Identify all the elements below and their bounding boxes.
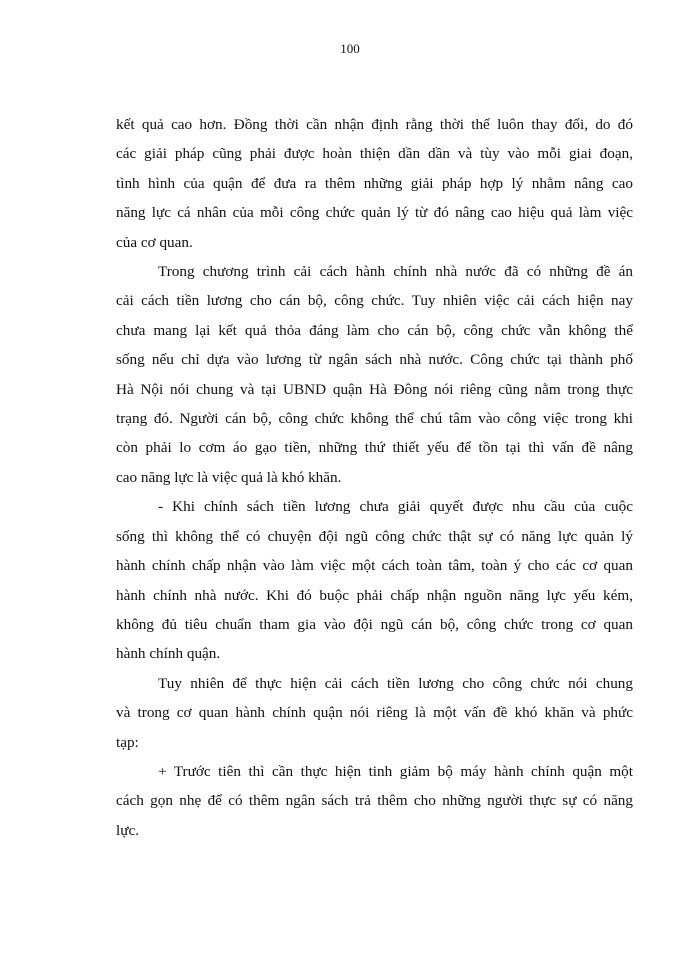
text-line: không đủ tiêu chuẩn tham gia vào đội ngũ cán bộ, công chức trong cơ quan: [116, 615, 633, 633]
text-line: Tuy nhiên để thực hiện cải cách tiền lương cho công chức nói chung: [158, 674, 633, 692]
text-line: cách gọn nhẹ để có thêm ngân sách trả thêm cho những người thực sự có năng: [116, 792, 633, 810]
text-line: cải cách tiền lương cho cán bộ, công chức. Tuy nhiên việc cải cách hiện nay: [116, 292, 633, 310]
paragraph: [116, 492, 633, 668]
text-line: các giải pháp cũng phải được hoàn thiện dần dần và tùy vào mỗi giai đoạn,: [116, 145, 633, 163]
text-line: + Trước tiên thì cần thực hiện tinh giảm bộ máy hành chính quận một: [158, 762, 633, 780]
text-line: hành chính nhà nước. Khi đó buộc phải chấp nhận nguồn năng lực yếu kém,: [116, 586, 633, 604]
text-line: sống thì không thể có chuyện đội ngũ công chức thật sự có năng lực quản lý: [116, 527, 633, 545]
text-line: cao năng lực là việc quả là khó khăn.: [116, 468, 342, 486]
paragraph: [116, 669, 633, 757]
text-line: năng lực cá nhân của mỗi công chức quản lý từ đó nâng cao hiệu quả làm việc: [116, 204, 633, 222]
text-line: lực.: [116, 821, 139, 839]
text-line: chưa mang lại kết quả thỏa đáng làm cho cán bộ, công chức vẫn không thể: [116, 321, 633, 339]
text-line: trạng đó. Người cán bộ, công chức không thể chú tâm vào công việc trong khi: [116, 410, 633, 428]
text-line: hành chính chấp nhận vào làm việc một cách toàn tâm, toàn ý cho các cơ quan: [116, 557, 633, 575]
text-line: sống nếu chỉ dựa vào lương từ ngân sách nhà nước. Công chức tại thành phố: [116, 351, 633, 369]
text-line: tình hình của quận để đưa ra thêm những giải pháp hợp lý nhằm nâng cao: [116, 174, 633, 192]
text-line: của cơ quan.: [116, 233, 193, 251]
text-line: còn phải lo cơm áo gạo tiền, những thứ thiết yếu để tồn tại thì vấn đề nâng: [116, 439, 633, 457]
text-line: và trong cơ quan hành chính quận nói riêng là một vấn đề khó khăn và phức: [116, 704, 633, 722]
paragraph: [116, 257, 633, 492]
text-line: Hà Nội nói chung và tại UBND quận Hà Đông nói riêng cũng nằm trong thực: [116, 380, 633, 398]
paragraph: [116, 110, 633, 257]
paragraph: [116, 757, 633, 845]
text-line: Trong chương trình cải cách hành chính nhà nước đã có những đề án: [158, 263, 633, 281]
body-text: [116, 110, 633, 845]
text-line: kết quả cao hơn. Đồng thời cần nhận định rằng thời thế luôn thay đổi, do đó: [116, 116, 633, 133]
text-line: hành chính quận.: [116, 645, 221, 663]
text-line: tạp:: [116, 733, 139, 751]
page-number: 100: [340, 41, 360, 56]
text-line: - Khi chính sách tiền lương chưa giải quyết được nhu cầu của cuộc: [158, 498, 633, 516]
